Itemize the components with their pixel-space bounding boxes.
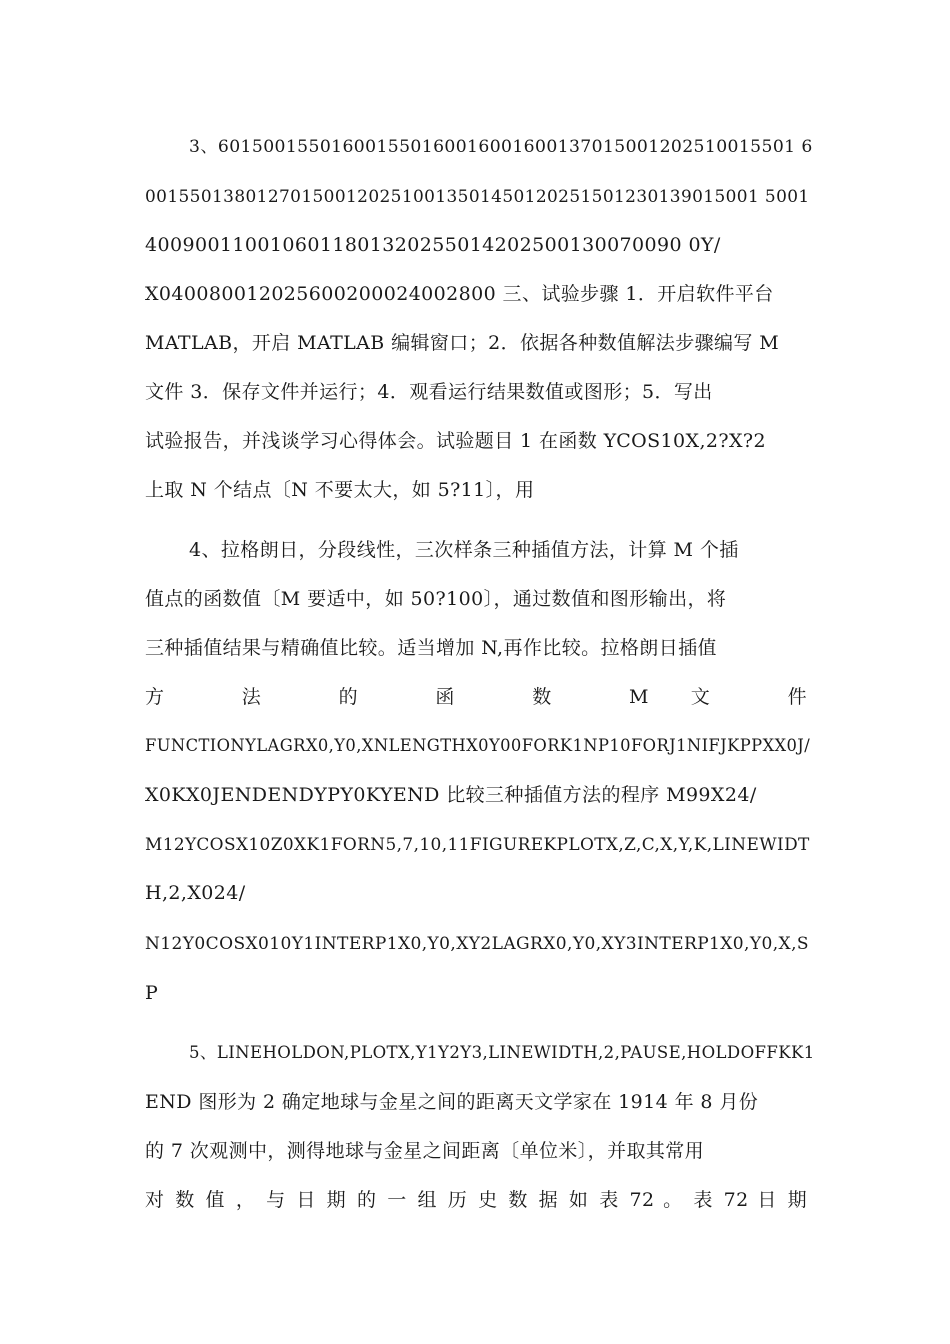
text-line: MATLAB，开启 MATLAB 编辑窗口；2．依据各种数值解法步骤编写 M	[145, 332, 780, 354]
text-line: X040080012025600200024002800 三、试验步骤 1．开启软件平台	[145, 283, 774, 305]
text-line: X0KX0JENDENDYPY0KYEND 比较三种插值方法的程序 M99X24/	[145, 784, 757, 806]
text-line: 3、601500155016001550160016001600137015001202510015501 6	[189, 137, 813, 157]
text-line: END 图形为 2 确定地球与金星之间的距离天文学家在 1914 年 8 月份	[145, 1091, 759, 1113]
text-line: 4、拉格朗日，分段线性，三次样条三种插值方法，计算 M 个插	[189, 539, 739, 561]
text-line: FUNCTIONYLAGRX0,Y0,XNLENGTHX0Y00FORK1NP10FORJ1NIFJKPPXX0J/	[145, 736, 811, 755]
text-line: 值点的函数值〔M 要适中，如 50?100〕，通过数值和图形输出，将	[145, 588, 727, 610]
text-line: 试验报告，并浅谈学习心得体会。试验题目 1 在函数 YCOS10X,2?X?2	[145, 430, 766, 452]
text-line: 的 7 次观测中，测得地球与金星之间距离〔单位米〕，并取其常用	[145, 1140, 705, 1162]
text-line: M12YCOSX10Z0XK1FORN5,7,10,11FIGUREKPLOTX,Z,C,X,Y,K,LINEWIDT	[145, 834, 810, 854]
text-line: 5、LINEHOLDON,PLOTX,Y1Y2Y3,LINEWIDTH,2,PAUSE,HOLDOFFKK1	[189, 1043, 815, 1062]
text-line: N12Y0COSX010Y1INTERP1X0,Y0,XY2LAGRX0,Y0,XY3INTERP1X0,Y0,X,S	[145, 934, 809, 954]
text-line: 4009001100106011801320255014202500130070090 0Y/	[145, 234, 721, 256]
text-line: H,2,X024/	[145, 882, 246, 904]
text-line: 0015501380127015001202510013501450120251501230139015001 5001	[145, 186, 810, 206]
text-line: 方 法 的 函 数 M 文 件	[145, 686, 807, 708]
text-line: 文件 3．保存文件并运行；4．观看运行结果数值或图形；5．写出	[145, 381, 713, 403]
text-line: P	[145, 982, 159, 1004]
text-line: 上取 N 个结点〔N 不要太大，如 5?11〕，用	[145, 479, 535, 501]
text-line: 对 数 值 ， 与 日 期 的 一 组 历 史 数 据 如 表 72 。 表 72 日 期	[145, 1189, 807, 1211]
text-line: 三种插值结果与精确值比较。适当增加 N,再作比较。拉格朗日插值	[145, 637, 717, 659]
